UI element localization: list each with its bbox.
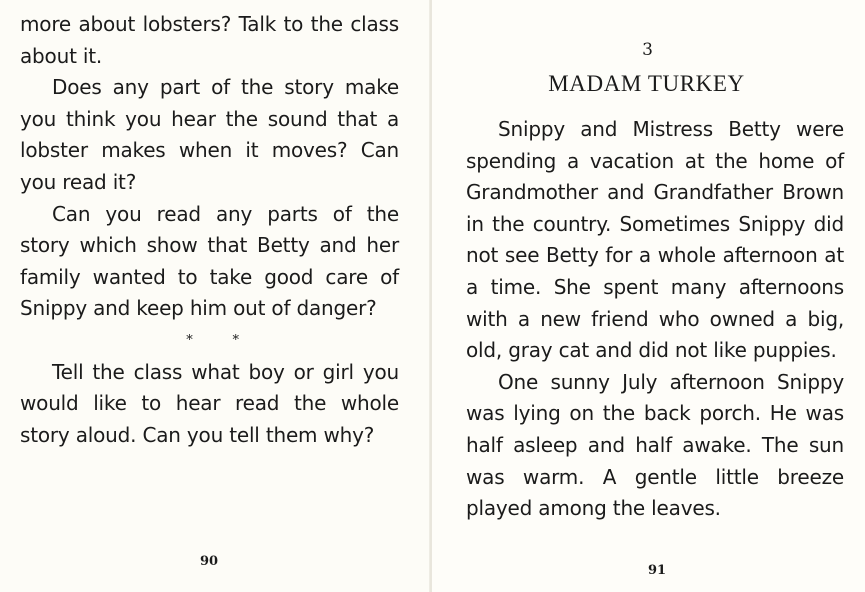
asterisk: * <box>186 332 193 348</box>
chapter-number <box>432 40 865 60</box>
right-page-text <box>466 114 844 525</box>
paragraph: Tell the class what boy or girl you would like to hear read the whole story aloud. Can you tell them why? <box>20 359 399 447</box>
chapter-number-text: 3 <box>642 40 653 60</box>
paragraph: Does any part of the story make you think you hear the sound that a lobster makes when it moves? Can you read it? <box>20 75 399 194</box>
section-separator <box>20 325 399 357</box>
left-page-text <box>20 9 399 451</box>
paragraph: Can you read any parts of the story which show that Betty and her family wanted to take good care of Snippy and keep him out of danger? <box>20 201 399 321</box>
paragraph: One sunny July afternoon Snippy was lying on the back porch. He was half asleep and half awake. The sun was warm. A gentle little breeze played among the leaves. <box>466 369 844 521</box>
page-number: 91 <box>648 563 667 578</box>
chapter-title <box>432 71 865 97</box>
left-page <box>0 0 430 592</box>
paragraph: more about lobsters? Talk to the class about it. <box>20 12 399 68</box>
chapter-title-text: MADAM TURKEY <box>548 71 745 96</box>
page-number: 90 <box>200 554 219 569</box>
right-page <box>432 0 865 592</box>
paragraph: Snippy and Mistress Betty were spending a vacation at the home of Grandmother and Grandfather Brown in the country. Sometimes Snippy did not see Betty for a whole afternoon at a time. She spent many afternoons with a new friend who owned a big, old, gray cat and did not like puppies. <box>466 117 844 363</box>
asterisk: * <box>232 332 239 348</box>
